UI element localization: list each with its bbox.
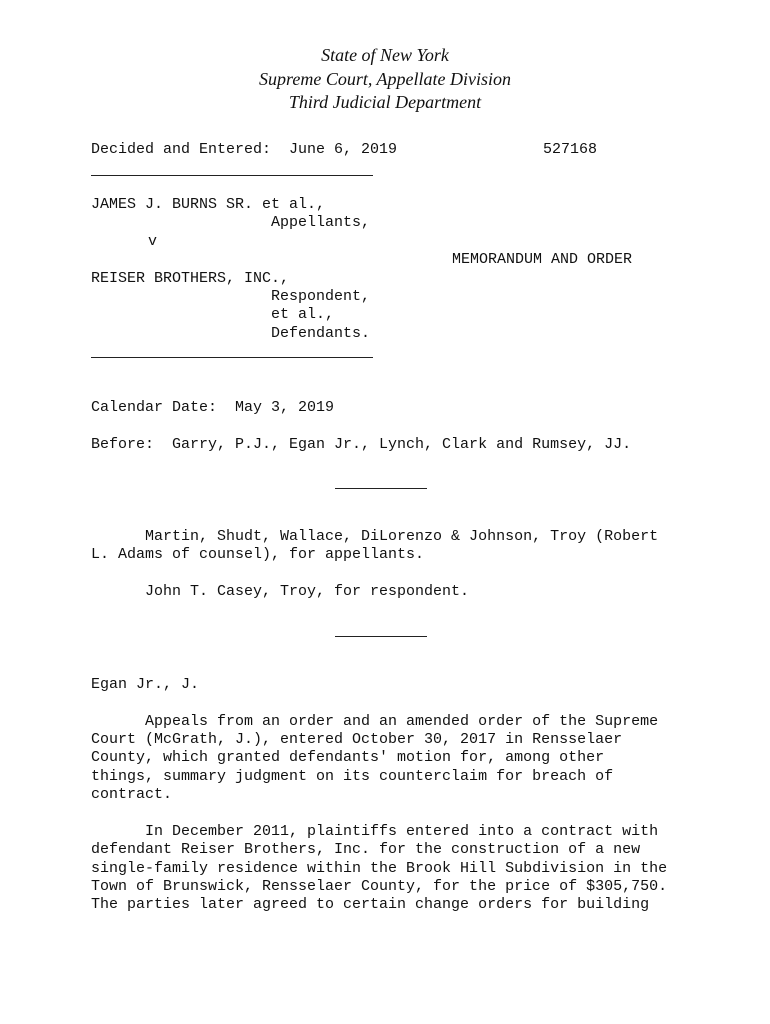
paragraph-2-line: single-family residence within the Brook Hill Subdivision in the xyxy=(91,860,668,877)
counsel-appellants-line2: L. Adams of counsel), for appellants. xyxy=(91,546,425,563)
paragraph-1-line: Court (McGrath, J.), entered October 30, 2017 in Rensselaer xyxy=(91,731,623,748)
section-rule-2 xyxy=(335,636,427,637)
caption-top-rule xyxy=(91,175,373,176)
caption-bottom-rule xyxy=(91,357,373,358)
paragraph-2-line: defendant Reiser Brothers, Inc. for the construction of a new xyxy=(91,841,641,858)
paragraph-1-line: Appeals from an order and an amended order of the Supreme xyxy=(91,713,659,730)
court-name: Supreme Court, Appellate Division xyxy=(259,69,511,89)
panel-before: Before: Garry, P.J., Egan Jr., Lynch, Clark and Rumsey, JJ. xyxy=(91,436,632,453)
opinion-author: Egan Jr., J. xyxy=(91,676,200,693)
defendant-name: REISER BROTHERS, INC., xyxy=(91,270,290,287)
paragraph-1-line: things, summary judgment on its counterclaim for breach of xyxy=(91,768,614,785)
court-department: Third Judicial Department xyxy=(288,92,482,112)
defendant-role-defendants: Defendants. xyxy=(271,325,371,342)
section-rule-1 xyxy=(335,488,427,489)
court-state: State of New York xyxy=(321,45,449,65)
paragraph-2-line: In December 2011, plaintiffs entered into a contract with xyxy=(91,823,659,840)
plaintiff-role: Appellants, xyxy=(271,214,371,231)
paragraph-1-line: County, which granted defendants' motion for, among other xyxy=(91,749,605,766)
paragraph-2-line: Town of Brunswick, Rensselaer County, for the price of $305,750. xyxy=(91,878,668,895)
counsel-respondent: John T. Casey, Troy, for respondent. xyxy=(91,583,470,600)
counsel-appellants-line1: Martin, Shudt, Wallace, DiLorenzo & Johnson, Troy (Robert xyxy=(91,528,659,545)
decided-entered-date: Decided and Entered: June 6, 2019 xyxy=(91,141,398,158)
plaintiff-name: JAMES J. BURNS SR. et al., xyxy=(91,196,326,213)
versus: v xyxy=(148,233,158,250)
order-type: MEMORANDUM AND ORDER xyxy=(452,251,633,268)
calendar-date: Calendar Date: May 3, 2019 xyxy=(91,399,335,416)
paragraph-1-line: contract. xyxy=(91,786,173,803)
paragraph-2-line: The parties later agreed to certain change orders for building xyxy=(91,896,650,913)
defendant-role-etal: et al., xyxy=(271,306,335,323)
defendant-role-respondent: Respondent, xyxy=(271,288,371,305)
docket-number: 527168 xyxy=(543,141,598,158)
